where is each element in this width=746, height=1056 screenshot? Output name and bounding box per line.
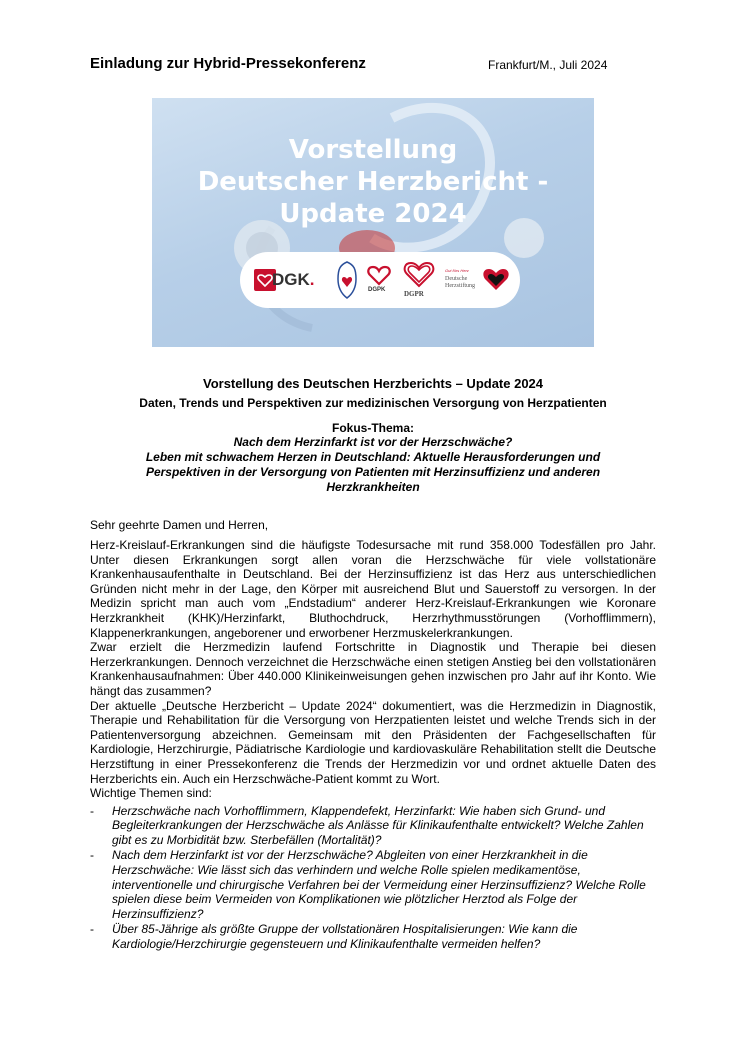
- event-banner: [152, 98, 594, 347]
- focus-label: Fokus-Thema:: [331, 421, 414, 435]
- dgpr-logo-text: DGPR: [404, 290, 424, 298]
- paragraph: Herz-Kreislauf-Erkrankungen sind die häufigste Todesursache mit rund 358.000 Todesfällen pro Jahr. Unter diesen Erkrankungen sorgt allen voran die Herzschwäche für viele vollstationäre Krankenhausaufenthalte in Deutschland. Bei der Herzinsuffizienz ist das Herz aus unterschiedlichen Gründen nicht mehr in der Lage, den Körper mit ausreichend Blut und Sauerstoff zu versorgen. In der Medizin spricht man auch vom „Endstadium“ anderer Herz-Kreislauf-Erkrankungen wie Koronare Herzkrankheit (KHK)/Herzinfarkt, Bluthochdruck, Herzrhythmusstörungen (Vorhofflimmern), Klappenerkrankungen, angeborener und erworbener Herzmuskelerkrankungen.: [90, 538, 656, 640]
- dgpk-heart-icon: [366, 264, 392, 286]
- stiftung-line: Herzstiftung: [445, 283, 475, 289]
- list-item-text: Nach dem Herzinfarkt ist vor der Herzschwäche? Abgleiten von einer Herzkrankheit in die Herzschwäche: Wie lässt sich das verhindern und welche Rolle spielen medikamentöse, interventionelle und chirurgische Verfahren bei der Vermeidung einer Herzinsuffizienz? Welche Rolle spielen diese beim Vermeiden von Komplikationen wie plötzlicher Herztod als Folge der Herzinsuffizienz?: [112, 848, 646, 921]
- greeting: Sehr geehrte Damen und Herren,: [90, 518, 269, 532]
- document-date: Frankfurt/M., Juli 2024: [488, 58, 608, 72]
- dgpk-logo-text: DGPK: [368, 287, 386, 293]
- banner-title-line: Update 2024: [279, 199, 467, 229]
- paragraph: Der aktuelle „Deutsche Herzbericht – Update 2024“ dokumentiert, was die Herzmedizin in Diagnostik, Therapie und Rehabilitation für die Versorgung von Herzpatienten leistet und welche Trends sich in der Patientenversorgung abzeichnen. Gemeinsam mit den Präsidenten der Fachgesellschaften für Kardiologie, Herzchirurgie, Pädiatrische Kardiologie und kardiovaskuläre Rehabilitation stellt die Deutsche Herzstiftung in einer Pressekonferenz die Trends der Herzmedizin vor und ordnet aktuelle Daten des Herzberichts ein. Auch ein Herzschwäche-Patient kommt zu Wort.: [90, 698, 656, 786]
- herzstiftung-heart-icon: [482, 266, 510, 292]
- stiftung-tagline: Gut fürs Herz: [445, 268, 469, 273]
- partner-logo-bar: [240, 252, 520, 308]
- document-title: Einladung zur Hybrid-Pressekonferenz: [90, 55, 366, 72]
- dgk-logo-text: DGK: [272, 270, 310, 289]
- focus-topic: [90, 435, 656, 495]
- themes-label: Wichtige Themen sind:: [90, 786, 212, 801]
- list-item-text: Über 85-Jährige als größte Gruppe der vollstationären Hospitalisierungen: Wie kann die Kardiologie/Herzchirurgie gegensteuern und Klinikaufenthalte vermeiden helfen?: [112, 922, 578, 952]
- banner-title-line: Deutscher Herzbericht -: [197, 167, 549, 197]
- bullet-dash: -: [90, 803, 94, 818]
- paragraph: Zwar erzielt die Herzmedizin laufend Fortschritte in Diagnostik und Therapie bei diesen Herzerkrankungen. Dennoch verzeichnet die Herzschwäche einen stetigen Anstieg bei den vollstationären Krankenhausaufnahmen: Über 440.000 Klinikeinweisungen gehen inzwischen pro Jahr auf ihr Konto. Wie hängt das zusammen?: [90, 640, 656, 698]
- focus-line: Herzkrankheiten: [326, 480, 420, 494]
- banner-title-line: Vorstellung: [288, 135, 458, 165]
- press-subtitle: Daten, Trends und Perspektiven zur medizinischen Versorgung von Herzpatienten: [139, 396, 607, 410]
- themes-list: [90, 804, 656, 952]
- body-text: [90, 538, 656, 953]
- herzchirurgie-shield-icon: [336, 261, 358, 299]
- banner-title: [152, 134, 594, 230]
- focus-line: Perspektiven in der Versorgung von Patienten mit Herzinsuffizienz und anderen: [145, 465, 601, 479]
- stiftung-logo-text: [445, 276, 475, 290]
- dgpr-heart-icon: [402, 260, 436, 288]
- press-title: Vorstellung des Deutschen Herzberichts – Update 2024: [202, 376, 544, 391]
- list-item-text: Herzschwäche nach Vorhofflimmern, Klappendefekt, Herzinfarkt: Wie haben sich Grund- und Begleiterkrankungen der Herzschwäche als Anlässe für Klinikaufenthalte entwickelt? Welche Zahlen gibt es zu Morbidität bzw. Sterbefällen (Mortalität)?: [112, 803, 644, 847]
- list-item: [90, 848, 656, 921]
- focus-line: Nach dem Herzinfarkt ist vor der Herzschwäche?: [233, 435, 513, 449]
- focus-line: Leben mit schwachem Herzen in Deutschland: Aktuelle Herausforderungen und: [145, 450, 601, 464]
- bullet-dash: -: [90, 922, 94, 937]
- stiftung-line: Deutsche: [445, 276, 468, 282]
- list-item: [90, 922, 656, 951]
- list-item: [90, 804, 656, 848]
- dgk-logo: DGK.: [272, 270, 315, 289]
- bullet-dash: -: [90, 848, 94, 863]
